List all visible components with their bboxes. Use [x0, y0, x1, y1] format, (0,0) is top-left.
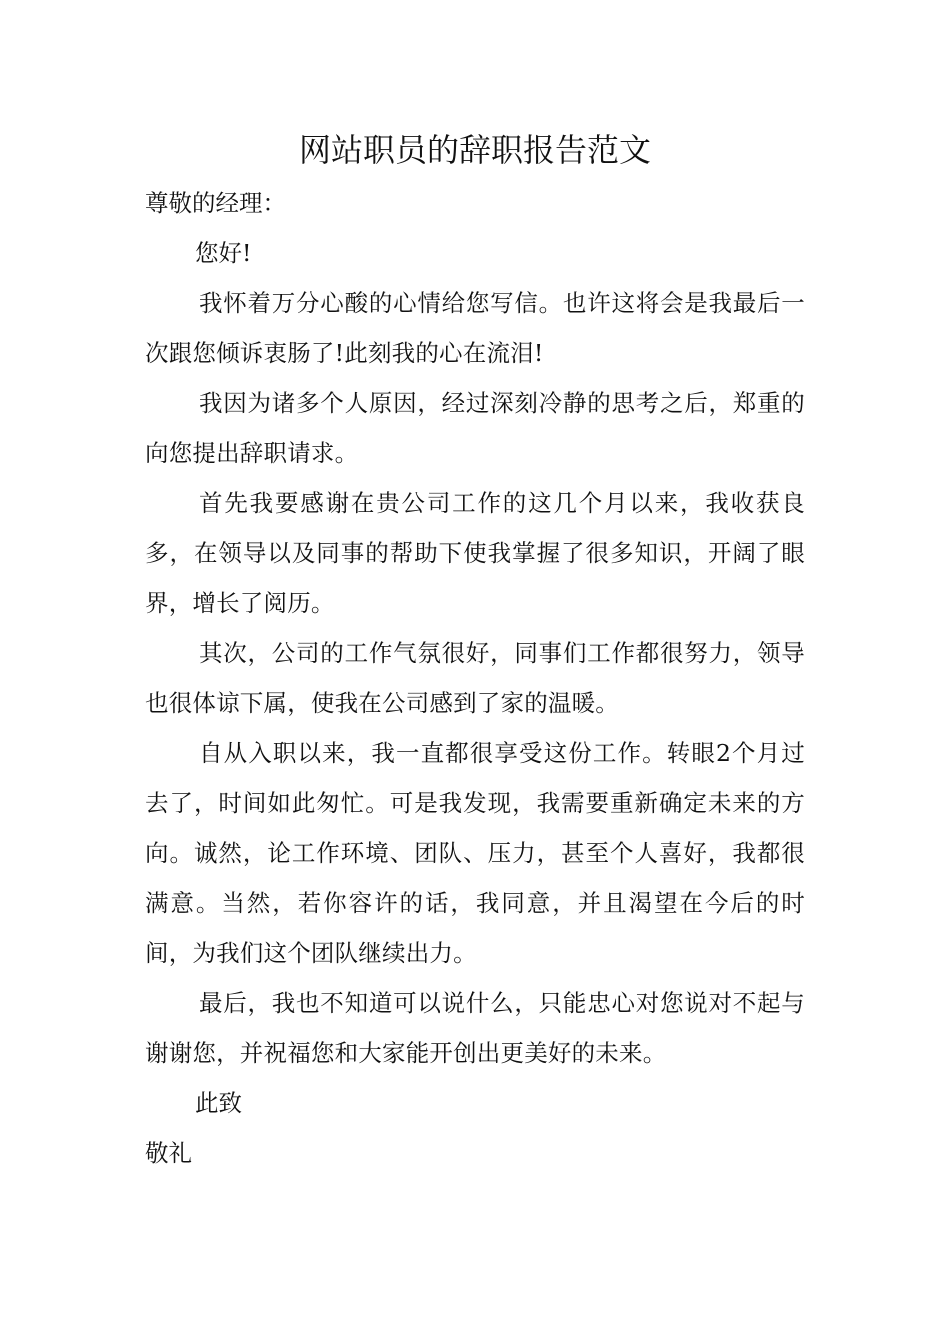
regards: 敬礼 — [145, 1139, 192, 1167]
document-title: 网站职员的辞职报告范文 — [298, 131, 651, 169]
paragraph-5: 自从入职以来，我一直都很享受这份工作。转眼2个月过去了，时间如此匆忙。可是我发现，我需要重新确定未来的方向。诚然，论工作环境、团队、压力，甚至个人喜好，我都很满意。当然，若你容许的话，我同意，并且渴望在今后的时间，为我们这个团队继续出力。 — [145, 739, 805, 967]
paragraph-3: 首先我要感谢在贵公司工作的这几个月以来，我收获良多，在领导以及同事的帮助下使我掌握了很多知识，开阔了眼界，增长了阅历。 — [145, 489, 805, 617]
paragraph-4: 其次，公司的工作气氛很好，同事们工作都很努力，领导也很体谅下属，使我在公司感到了家的温暖。 — [145, 639, 805, 717]
paragraph-6: 最后，我也不知道可以说什么，只能忠心对您说对不起与谢谢您，并祝福您和大家能开创出更美好的未来。 — [145, 989, 805, 1067]
letter-body — [145, 178, 805, 1178]
paragraph-2: 我因为诸多个人原因，经过深刻冷静的思考之后，郑重的向您提出辞职请求。 — [145, 389, 805, 467]
paragraph-1: 我怀着万分心酸的心情给您写信。也许这将会是我最后一次跟您倾诉衷肠了!此刻我的心在流泪! — [145, 289, 805, 367]
salutation: 尊敬的经理： — [145, 189, 286, 217]
greeting: 您好! — [195, 239, 252, 267]
closing: 此致 — [195, 1089, 242, 1117]
